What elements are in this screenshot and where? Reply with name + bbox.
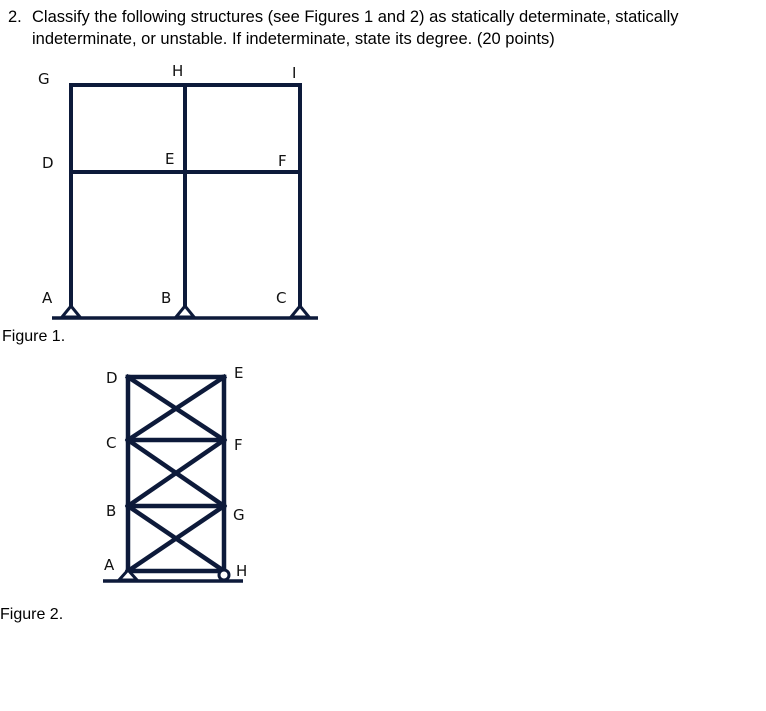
fig1-label-h: H [172, 62, 184, 80]
question-number: 2. [8, 8, 22, 26]
fig1-label-f: F [278, 152, 287, 170]
fig1-label-a: A [42, 289, 53, 307]
fig2-label-g: G [233, 506, 245, 524]
fig2-label-b: B [106, 502, 117, 520]
question-line-2: indeterminate, or unstable. If indeterminate, state its degree. (20 points) [32, 30, 555, 48]
figure-1-caption: Figure 1. [2, 328, 66, 345]
fig2-label-e: E [234, 364, 244, 382]
fig2-label-h: H [236, 562, 248, 580]
figure-2-caption: Figure 2. [0, 606, 64, 623]
fig2-support-h [219, 570, 229, 580]
fig1-label-c: C [276, 289, 287, 307]
fig1-label-d: D [42, 154, 54, 172]
fig1-label-b: B [161, 289, 172, 307]
fig2-label-f: F [234, 436, 243, 454]
fig1-label-e: E [165, 150, 175, 168]
fig2-label-c: C [106, 434, 117, 452]
fig2-label-d: D [106, 369, 118, 387]
fig1-label-i: I [292, 64, 297, 82]
question-line-1: Classify the following structures (see Figures 1 and 2) as statically determinate, statically [32, 8, 679, 26]
fig2-label-a: A [104, 556, 115, 574]
fig1-label-g: G [38, 70, 50, 88]
